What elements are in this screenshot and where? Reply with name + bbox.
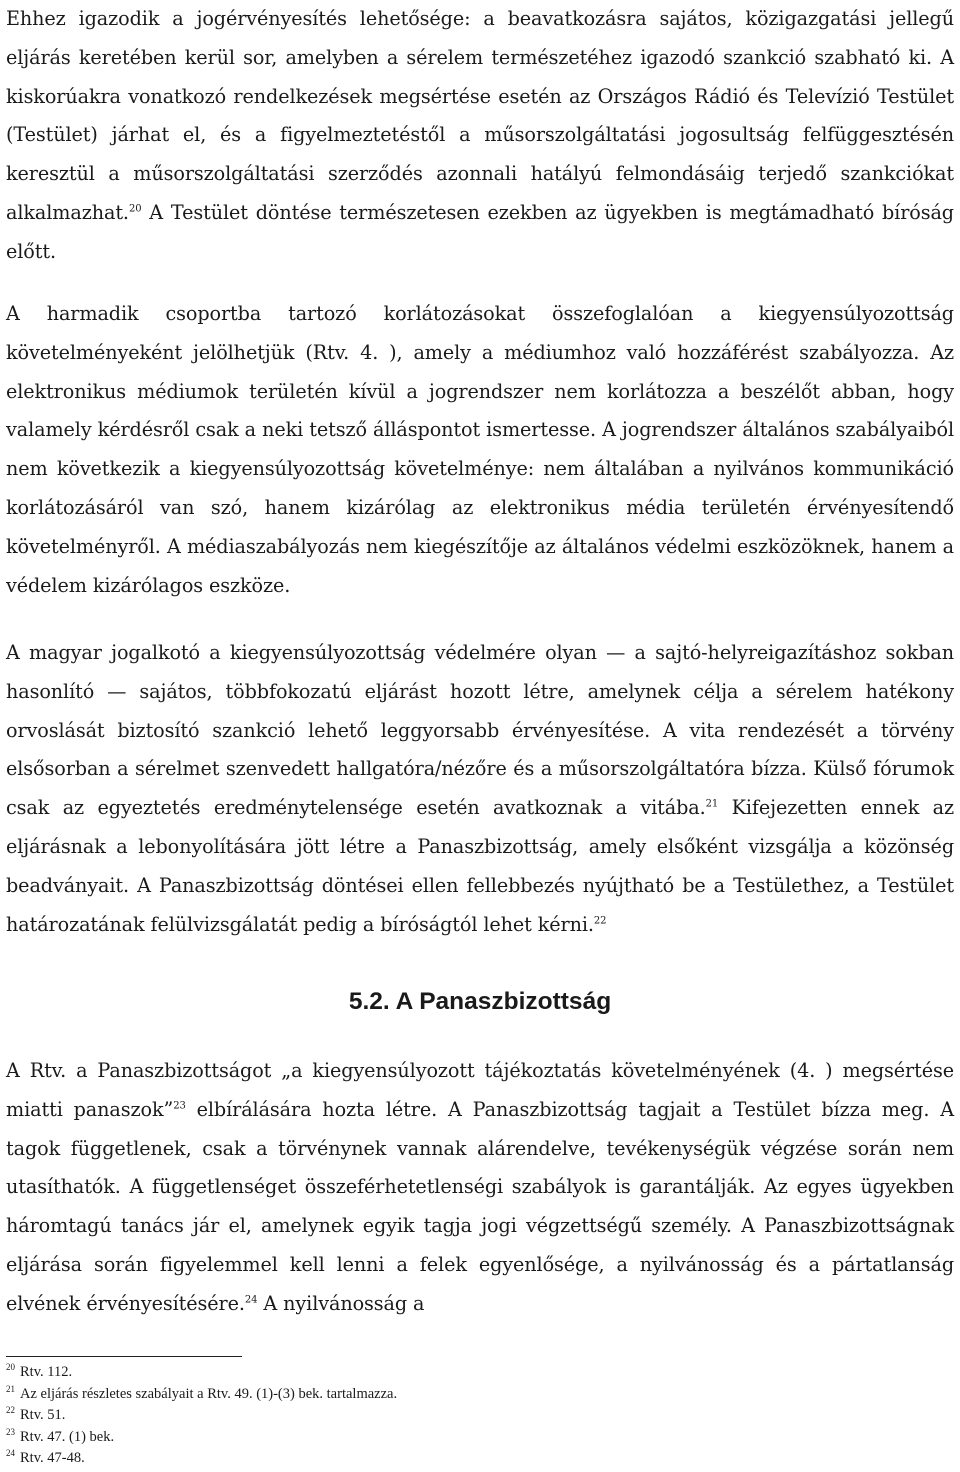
paragraph-text: A Rtv. a Panaszbizottságot „a kiegyensúlyozott tájékoztatás követelményének (4. ) megsértése miatti panaszok” [6,1059,954,1121]
footnote-20 [6,1362,706,1384]
footnote-24 [6,1448,706,1470]
paragraph-text: elbírálására hozta létre. A Panaszbizottság tagjait a Testület bízza meg. A tagok függetlenek, csak a törvénynek vannak alárendelve, tevékenységük végzése során nem utasíthatók. A függetlenséget összeférhetetlenségi szabályok is garantálják. Az egyes ügyekben háromtagú tanács jár el, amelynek egyik tagja jogi végzettségű személy. A Panaszbizottságnak eljárása során figyelemmel kell lenni a felek egyenlősége, a nyilvánosság és a pártatlanság elvének érvényesítésére. [6,1097,954,1315]
footnote-ref[interactable]: 22 [593,915,607,927]
paragraph-text: A nyilvánosság a [257,1291,425,1315]
footnote-number: 23 [6,1426,15,1437]
paragraph-text: A magyar jogalkotó a kiegyensúlyozottság védelmére olyan — a sajtó-helyreigazításhoz sokban hasonlító — sajátos, többfokozatú eljárást hozott létre, amelynek célja a sérelem hatékony orvoslását biztosító szankció lehető leggyorsabb érvényesítése. A vita rendezését a törvény elsősorban a sérelmet szenvedett hallgatóra/nézőre és a műsorszolgáltatóra bízza. Külső fórumok csak az egyeztetés eredménytelensége esetén avatkoznak a vitába. [6,641,954,820]
footnote-23 [6,1427,706,1449]
footnote-21 [6,1384,706,1406]
section-heading: 5.2. A Panaszbizottság [348,988,612,1015]
footnote-text: Az eljárás részletes szabályait a Rtv. 49. (1)-(3) bek. tartalmazza. [20,1385,398,1402]
paragraph-text: Kifejezetten ennek az eljárásnak a lebonyolítására jött létre a Panaszbizottság, amely elsőként vizsgálja a közönség beadványait. A Panaszbizottság döntései ellen fellebbezés nyújtható be a Testülethez, a Testület határozatának felülvizsgálatát pedig a bíróságtól lehet kérni. [6,796,954,936]
paragraph-1 [6,0,954,272]
footnote-text: Rtv. 51. [20,1407,66,1423]
paragraph-2: A harmadik csoportba tartozó korlátozásokat összefoglalóan a kiegyensúlyozottság követelményeként jelölhetjük (Rtv. 4. ), amely a médiumhoz való hozzáférést szabályozza. Az elektronikus médiumok területén kívül a jogrendszer nem korlátozza a beszélőt abban, hogy valamely kérdésről csak a neki tetsző álláspontot ismertesse. A jogrendszer általános szabályaiból nem következik a kiegyensúlyozottság követelménye: nem általában a nyilvános kommunikáció korlátozásáról van szó, hanem kizárólag az elektronikus média területén érvényesítendő követelményről. A médiaszabályozás nem kiegészítője az általános védelmi eszközöknek, hanem a védelem kizárólagos eszköze. [6,302,954,597]
footnote-number: 21 [6,1383,15,1394]
footnote-ref[interactable]: 21 [705,798,719,810]
footnote-number: 20 [6,1362,15,1373]
footnote-separator [6,1356,242,1357]
footnote-text: Rtv. 47-48. [20,1450,85,1466]
paragraph-3 [6,634,954,944]
footnote-text: Rtv. 112. [20,1364,73,1380]
footnote-text: Rtv. 47. (1) bek. [20,1428,115,1445]
paragraph-text: Ehhez igazodik a jogérvényesítés lehetősége: a beavatkozásra sajátos, közigazgatási jellegű eljárás keretében kerül sor, amelyben a sérelem természetéhez igazodó szankció szabható ki. A kiskorúakra vonatkozó rendelkezések megsértése esetén az Országos Rádió és Televízió Testület (Testület) járhat el, és a figyelmeztetéstől a műsorszolgáltatási jogosultság felfüggesztésén keresztül a műsorszolgáltatási szerződés azonnali hatályú felmondásáig terjedő szankciókat alkalmazhat. [6,7,954,224]
paragraph-text: A Testület döntése természetesen ezekben az ügyekben is megtámadható bíróság előtt. [6,200,954,263]
footnote-number: 22 [6,1405,15,1416]
footnote-ref[interactable]: 23 [173,1100,186,1112]
footnote-ref[interactable]: 24 [244,1294,258,1306]
footnote-number: 24 [6,1448,15,1459]
paragraph-4 [6,1052,954,1324]
footnotes [6,1362,706,1470]
footnote-22 [6,1405,706,1427]
footnote-ref[interactable]: 20 [128,203,142,215]
